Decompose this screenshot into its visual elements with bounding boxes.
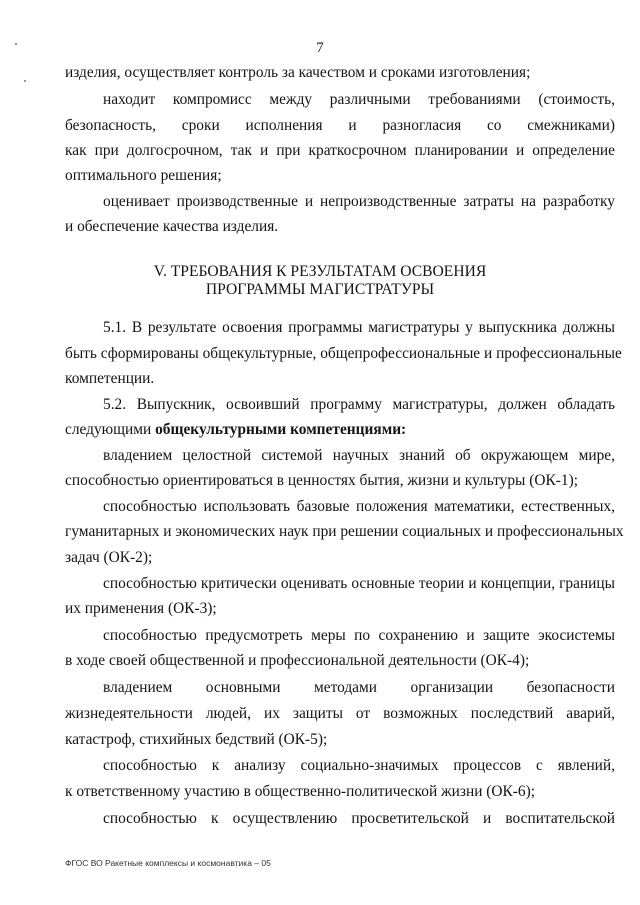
line-lead-text: следующими [65, 421, 156, 438]
paragraph-line: оптимального решения; [65, 167, 222, 184]
paragraph-line: задач (ОК-2); [65, 549, 153, 566]
paragraph-line: способностью к анализу социально-значимых процессов с явлений, [103, 757, 615, 774]
paragraph-line: изделия, осуществляет контроль за качеством и сроками изготовления; [65, 64, 531, 81]
paragraph-line: 5.1. В результате освоения программы магистратуры у выпускника должны [103, 319, 615, 336]
paragraph-line: и обеспечение качества изделия. [65, 218, 279, 235]
paragraph-line: быть сформированы общекультурные, общепрофессиональные и профессиональные [65, 345, 622, 362]
paragraph-line: 5.2. Выпускник, освоивший программу магистратуры, должен обладать [103, 396, 615, 413]
section-heading-line-2: ПРОГРАММЫ МАГИСТРАТУРЫ [205, 281, 435, 298]
paragraph-line: владением основными методами организации безопасности [103, 679, 615, 696]
paragraph-line: владением целостной системой научных знаний об окружающем мире, [103, 447, 615, 464]
paragraph-line: способностью предусмотреть меры по сохранению и защите экосистемы [103, 627, 615, 644]
paragraph-line: способностью к осуществлению просветительской и воспитательской [103, 810, 615, 827]
paragraph-line: находит компромисс между различными требованиями (стоимость, [103, 91, 615, 108]
paragraph-line: способностью использовать базовые положения математики, естественных, [103, 498, 615, 515]
paragraph-line: гуманитарных и экономических наук при решении социальных и профессиональных [65, 523, 624, 540]
paragraph-line: способностью ориентироваться в ценностях бытия, жизни и культуры (ОК-1); [65, 472, 578, 489]
section-heading-line-1: V. ТРЕБОВАНИЯ К РЕЗУЛЬТАТАМ ОСВОЕНИЯ [153, 263, 487, 280]
paragraph-line: их применения (ОК-3); [65, 600, 217, 617]
bold-term: общекультурными компетенциями: [155, 421, 407, 438]
scan-speck [24, 80, 26, 82]
paragraph-line: как при долгосрочном, так и при краткосрочном планировании и определение [65, 142, 615, 159]
paragraph-line: компетенции. [65, 370, 155, 387]
page-number: 7 [316, 40, 324, 56]
paragraph-line: в ходе своей общественной и профессиональной деятельности (ОК-4); [65, 652, 530, 669]
paragraph-line: жизнедеятельности людей, их защиты от возможных последствий аварий, [65, 705, 615, 722]
paragraph-line [65, 420, 615, 440]
paragraph-line: к ответственному участию в общественно-политической жизни (ОК-6); [65, 783, 536, 800]
page-footer: ФГОС ВО Ракетные комплексы и космонавтика – 05 [65, 858, 271, 868]
paragraph-line: катастроф, стихийных бедствий (ОК-5); [65, 731, 328, 748]
paragraph-line: оценивает производственные и непроизводственные затраты на разработку [103, 193, 615, 210]
paragraph-line: способностью критически оценивать основные теории и концепции, границы [103, 575, 615, 592]
paragraph-line: безопасность, сроки исполнения и разногласия со смежниками) [65, 117, 615, 134]
